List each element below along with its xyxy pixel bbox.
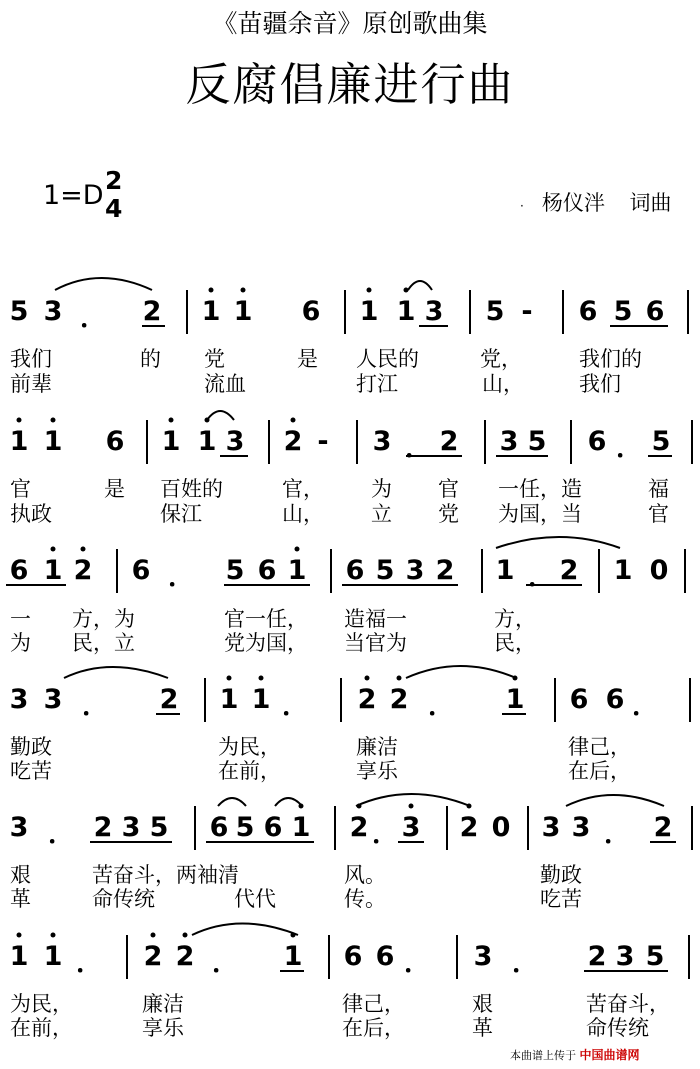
lyric: 苦奋斗，: [586, 992, 670, 1016]
lyric: 是: [104, 477, 125, 501]
barline: [334, 806, 336, 850]
lyrics-line-3b: [0, 627, 700, 655]
lyric: 勤政: [540, 863, 582, 887]
octave-dot: [17, 418, 22, 423]
song-title: 反腐倡廉进行曲: [185, 58, 515, 111]
lyric: 是: [297, 347, 318, 371]
barline: [456, 935, 458, 979]
note: 3: [9, 684, 29, 715]
lyric: 山，: [482, 372, 524, 396]
octave-dot: [183, 933, 188, 938]
lyric: 前辈: [10, 372, 52, 396]
lyric: 革: [472, 1016, 493, 1040]
note: 2: [459, 812, 479, 843]
slur: [406, 666, 516, 678]
note: 6: [345, 555, 365, 586]
lyric: 享乐: [142, 1016, 184, 1040]
octave-dot: [17, 933, 22, 938]
barline: [340, 678, 342, 722]
slur: [218, 798, 246, 806]
octave-dot: [404, 288, 409, 293]
octave-dot: [291, 418, 296, 423]
lyric: 革: [10, 887, 31, 911]
barline: [126, 935, 128, 979]
note: 3: [615, 941, 635, 972]
octave-dot: [209, 288, 214, 293]
lyric: 一任，造: [498, 477, 582, 501]
note: 3: [499, 426, 519, 457]
octave-dot: [295, 547, 300, 552]
note: 3: [473, 941, 493, 972]
note: 1: [9, 426, 29, 457]
note: 3: [9, 812, 29, 843]
note: 3: [121, 812, 141, 843]
barline: [446, 806, 448, 850]
lyric: 官一任，: [224, 607, 308, 631]
lyric: 流血: [204, 372, 246, 396]
lyric: 方，为: [72, 607, 135, 631]
lyric: 传。: [344, 887, 386, 911]
lyric: 律己，: [568, 735, 631, 759]
lyric: 山，: [282, 502, 324, 526]
note: 1: [495, 555, 515, 586]
slur: [275, 798, 302, 806]
lyric: 艰: [10, 863, 31, 887]
slur: [192, 924, 298, 936]
note: 1: [43, 426, 63, 457]
octave-dot: [205, 418, 210, 423]
note: 1: [613, 555, 633, 586]
lyric: 官: [438, 477, 459, 501]
lyrics-line-6b: [0, 1012, 700, 1040]
lyric: 我们的: [579, 347, 642, 371]
note: 5: [613, 296, 633, 327]
note: 6: [587, 426, 607, 457]
note: 1: [251, 684, 271, 715]
lyric: 为: [10, 631, 31, 655]
note: 1: [197, 426, 217, 457]
lyric: 民，立: [72, 631, 135, 655]
note: 3: [43, 296, 63, 327]
lyric: 福: [648, 477, 669, 501]
note: 5: [225, 555, 245, 586]
barline: [268, 420, 270, 464]
footer-text: 本曲谱上传于: [510, 1049, 576, 1062]
note: 3: [541, 812, 561, 843]
barline: [344, 290, 346, 334]
octave-dot: [367, 288, 372, 293]
note: 3: [571, 812, 591, 843]
note: 1: [287, 555, 307, 586]
note: 2: [587, 941, 607, 972]
note: -: [521, 296, 533, 327]
composer-credit: [520, 187, 672, 217]
note: 2: [653, 812, 673, 843]
lyric: 人民的: [356, 347, 419, 371]
site-logo[interactable]: 中国曲谱网: [579, 1048, 640, 1062]
lyric: 百姓的: [160, 477, 223, 501]
note: ．: [404, 948, 431, 979]
lyric: 打江: [356, 372, 398, 396]
note: 2: [175, 941, 195, 972]
note: 5: [375, 555, 395, 586]
octave-dot: [467, 804, 472, 809]
note: 2: [349, 812, 369, 843]
note: 0: [491, 812, 511, 843]
slur: [64, 667, 168, 678]
lyrics-line-2b: [0, 498, 700, 526]
note: ．: [82, 691, 109, 722]
octave-dot: [169, 418, 174, 423]
lyric: 为: [371, 477, 392, 501]
note: ．: [604, 819, 631, 850]
lyric: 一: [10, 607, 31, 631]
note: 2: [439, 426, 459, 457]
note: 2: [559, 555, 579, 586]
octave-dot: [151, 933, 156, 938]
note: 1: [9, 941, 29, 972]
lyric: 当官为: [344, 631, 407, 655]
barline: [116, 549, 118, 593]
note: 6: [257, 555, 277, 586]
lyric: 代代: [234, 887, 276, 911]
octave-dot: [259, 676, 264, 681]
note: 1: [161, 426, 181, 457]
note: ．: [528, 562, 555, 593]
note: 6: [105, 426, 125, 457]
lyrics-line-4b: [0, 755, 700, 783]
note: ．: [80, 303, 107, 334]
lyric: 为国，当: [498, 502, 582, 526]
note: 5: [485, 296, 505, 327]
octave-dot: [365, 676, 370, 681]
note: -: [317, 426, 329, 457]
note: 1: [43, 941, 63, 972]
barline: [598, 549, 600, 593]
lyric: 廉洁: [356, 735, 398, 759]
octave-dot: [51, 547, 56, 552]
slur: [566, 795, 664, 806]
barline: [684, 549, 686, 593]
note: 1: [219, 684, 239, 715]
barline: [689, 678, 691, 722]
barline: [356, 420, 358, 464]
note: 6: [569, 684, 589, 715]
note: ．: [616, 433, 643, 464]
note: 6: [263, 812, 283, 843]
note: 2: [93, 812, 113, 843]
slur: [356, 794, 470, 806]
footer: [510, 1046, 640, 1063]
barline: [481, 549, 483, 593]
note: ．: [405, 433, 432, 464]
lyrics-line-1b: [0, 368, 700, 396]
lyric: 官: [10, 477, 31, 501]
barline: [527, 806, 529, 850]
lyric: 我们: [10, 347, 52, 371]
lyrics-line-2a: [0, 473, 700, 501]
note: 1: [283, 941, 303, 972]
note: 2: [283, 426, 303, 457]
note: 3: [424, 296, 444, 327]
note: 3: [225, 426, 245, 457]
barline: [186, 290, 188, 334]
barline: [688, 935, 690, 979]
key-signature: 1=D: [43, 180, 104, 211]
lyric: 为民，: [218, 735, 281, 759]
note: 1: [43, 555, 63, 586]
note: 5: [651, 426, 671, 457]
note: 6: [375, 941, 395, 972]
note: 6: [343, 941, 363, 972]
note: 2: [435, 555, 455, 586]
note: ．: [212, 948, 239, 979]
note: 2: [143, 941, 163, 972]
barline: [691, 806, 693, 850]
lyric: 律己，: [342, 992, 405, 1016]
credit-text: 杨仪泮 词曲: [541, 191, 672, 215]
lyric: 造福一: [344, 607, 407, 631]
note: 5: [235, 812, 255, 843]
lyric: 党: [438, 502, 459, 526]
octave-dot: [241, 288, 246, 293]
barline: [330, 549, 332, 593]
lyric: 党: [204, 347, 225, 371]
note: 3: [405, 555, 425, 586]
octave-dot: [227, 676, 232, 681]
lyric: 艰: [472, 992, 493, 1016]
lyric: 官，: [282, 477, 324, 501]
octave-dot: [51, 933, 56, 938]
note: 2: [389, 684, 409, 715]
note: ．: [372, 819, 399, 850]
barline: [687, 290, 689, 334]
note: 2: [357, 684, 377, 715]
lyric: 的: [140, 347, 161, 371]
lyric: 命传统: [586, 1016, 649, 1040]
barline: [469, 290, 471, 334]
note: 6: [9, 555, 29, 586]
lyric: 方，: [494, 607, 536, 631]
note: 3: [372, 426, 392, 457]
lyric: 民，: [494, 631, 536, 655]
octave-dot: [357, 804, 362, 809]
slur: [55, 278, 152, 290]
barline: [691, 420, 693, 464]
barline: [484, 420, 486, 464]
slur: [207, 411, 234, 420]
octave-dot: [409, 804, 414, 809]
octave-dot: [299, 804, 304, 809]
note: ．: [76, 948, 103, 979]
barline: [204, 678, 206, 722]
note: ．: [632, 691, 659, 722]
note: 1: [201, 296, 221, 327]
note: 2: [73, 555, 93, 586]
note: 1: [291, 812, 311, 843]
note: 0: [649, 555, 669, 586]
lyric: 吃苦: [10, 759, 52, 783]
lyric: 享乐: [356, 759, 398, 783]
barline: [194, 806, 196, 850]
barline: [554, 678, 556, 722]
note: 2: [142, 296, 162, 327]
lyric: 保江: [160, 502, 202, 526]
lyric: 风。: [344, 863, 386, 887]
note: 1: [359, 296, 379, 327]
slur: [496, 537, 620, 548]
note: ．: [282, 691, 309, 722]
lyric: 立: [371, 502, 392, 526]
credit-mark: ·: [520, 199, 524, 213]
barline: [562, 290, 564, 334]
lyrics-line-1a: [0, 343, 700, 371]
lyric: 党为国，: [224, 631, 308, 655]
slur: [408, 281, 432, 290]
note: ．: [428, 691, 455, 722]
lyric: 在后，: [342, 1016, 405, 1040]
note: 5: [645, 941, 665, 972]
lyric: 苦奋斗，两袖清: [92, 863, 239, 887]
note: ．: [512, 948, 539, 979]
note: 6: [645, 296, 665, 327]
note: 6: [301, 296, 321, 327]
octave-dot: [397, 676, 402, 681]
meter-numerator: 2: [105, 166, 123, 195]
lyric: 执政: [10, 502, 52, 526]
lyrics-line-5b: [0, 883, 700, 911]
note: 6: [605, 684, 625, 715]
lyric: 廉洁: [142, 992, 184, 1016]
octave-dot: [291, 933, 296, 938]
note: 2: [159, 684, 179, 715]
note: 1: [505, 684, 525, 715]
note: 3: [43, 684, 63, 715]
octave-dot: [51, 418, 56, 423]
lyric: 在前，: [10, 1016, 73, 1040]
note: 1: [233, 296, 253, 327]
meter-denominator: 4: [105, 194, 123, 223]
lyric: 命传统: [92, 887, 155, 911]
lyric: 官: [648, 502, 669, 526]
note: 5: [527, 426, 547, 457]
lyric: 吃苦: [540, 887, 582, 911]
note: ．: [48, 819, 75, 850]
octave-dot: [81, 547, 86, 552]
lyric: 为民，: [10, 992, 73, 1016]
octave-dot: [513, 676, 518, 681]
lyric: 党，: [480, 347, 522, 371]
barline: [328, 935, 330, 979]
note: 6: [578, 296, 598, 327]
note: 3: [401, 812, 421, 843]
lyric: 在后，: [568, 759, 631, 783]
lyric: 在前，: [218, 759, 281, 783]
note: 5: [149, 812, 169, 843]
lyric: 我们: [579, 372, 621, 396]
note: 5: [9, 296, 29, 327]
barline: [570, 420, 572, 464]
note: 6: [209, 812, 229, 843]
lyric: 勤政: [10, 735, 52, 759]
barline: [146, 420, 148, 464]
note: ．: [168, 562, 195, 593]
collection-title: 《苗疆余音》原创歌曲集: [212, 9, 488, 38]
note: 1: [396, 296, 416, 327]
note: 6: [131, 555, 151, 586]
